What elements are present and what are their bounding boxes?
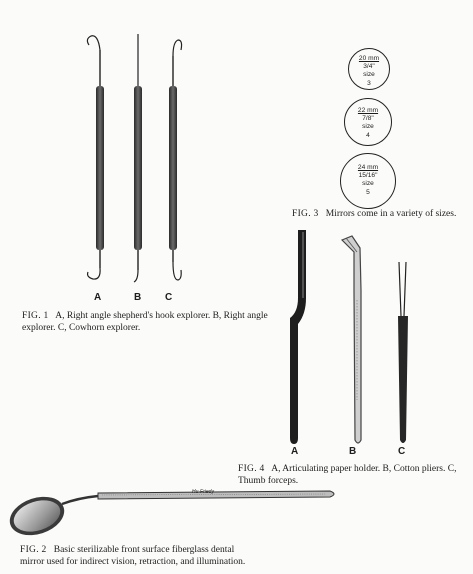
mirror-size-number: 4 [366, 131, 370, 139]
fig2-caption: Basic sterilizable front surface fiberglass dental mirror used for indirect vision, retraction, and illumination. [20, 545, 246, 567]
fig2-caption-block [20, 544, 260, 568]
explorer-a-label: A [94, 292, 102, 303]
mirror-size-word: size [362, 123, 374, 131]
mirror-mm: 24 mm [357, 164, 379, 171]
explorer-a [87, 36, 104, 279]
mirror-mm: 22 mm [357, 107, 379, 114]
explorer-b-label: B [134, 292, 142, 303]
explorer-b [134, 34, 142, 282]
mirror-size-word: size [363, 71, 375, 79]
fig3-number: FIG. 3 [292, 209, 319, 219]
mirror-inch: 3/4" [363, 63, 375, 71]
dental-mirror [5, 490, 334, 542]
explorer-c [169, 40, 182, 280]
mirror-brand-text: Hu-Friedy [192, 489, 214, 495]
fig4-caption-block [238, 463, 470, 487]
mirror-size-number: 3 [367, 79, 371, 87]
mirror-inch: 15/16" [358, 172, 378, 180]
mirror-size-3 [348, 48, 390, 90]
fig1-caption-block [22, 310, 272, 334]
explorer-c-label: C [165, 292, 173, 303]
thumb-forceps [398, 262, 408, 443]
fig1-caption: A, Right angle shepherd's hook explorer. B, Right angle explorer. C, Cowhorn explorer. [22, 311, 268, 333]
cotton-pliers [342, 236, 361, 443]
mirror-mm: 20 mm [358, 55, 380, 62]
fig3-caption-block [292, 208, 472, 220]
mirror-size-4 [344, 98, 392, 146]
articulating-paper-holder [290, 230, 306, 444]
thumb-forceps-label: C [398, 446, 406, 457]
fig4-caption: A, Articulating paper holder. B, Cotton pliers. C, Thumb forceps. [238, 464, 457, 486]
fig3-caption: Mirrors come in a variety of sizes. [325, 209, 457, 219]
mirror-size-number: 5 [366, 188, 370, 196]
mirror-size-word: size [362, 180, 374, 188]
paper-holder-label: A [291, 446, 299, 457]
fig4-number: FIG. 4 [238, 464, 265, 474]
cotton-pliers-label: B [349, 446, 357, 457]
mirror-size-5 [340, 153, 396, 209]
mirror-inch: 7/8" [362, 115, 374, 123]
fig1-number: FIG. 1 [22, 311, 49, 321]
fig2-number: FIG. 2 [20, 545, 47, 555]
